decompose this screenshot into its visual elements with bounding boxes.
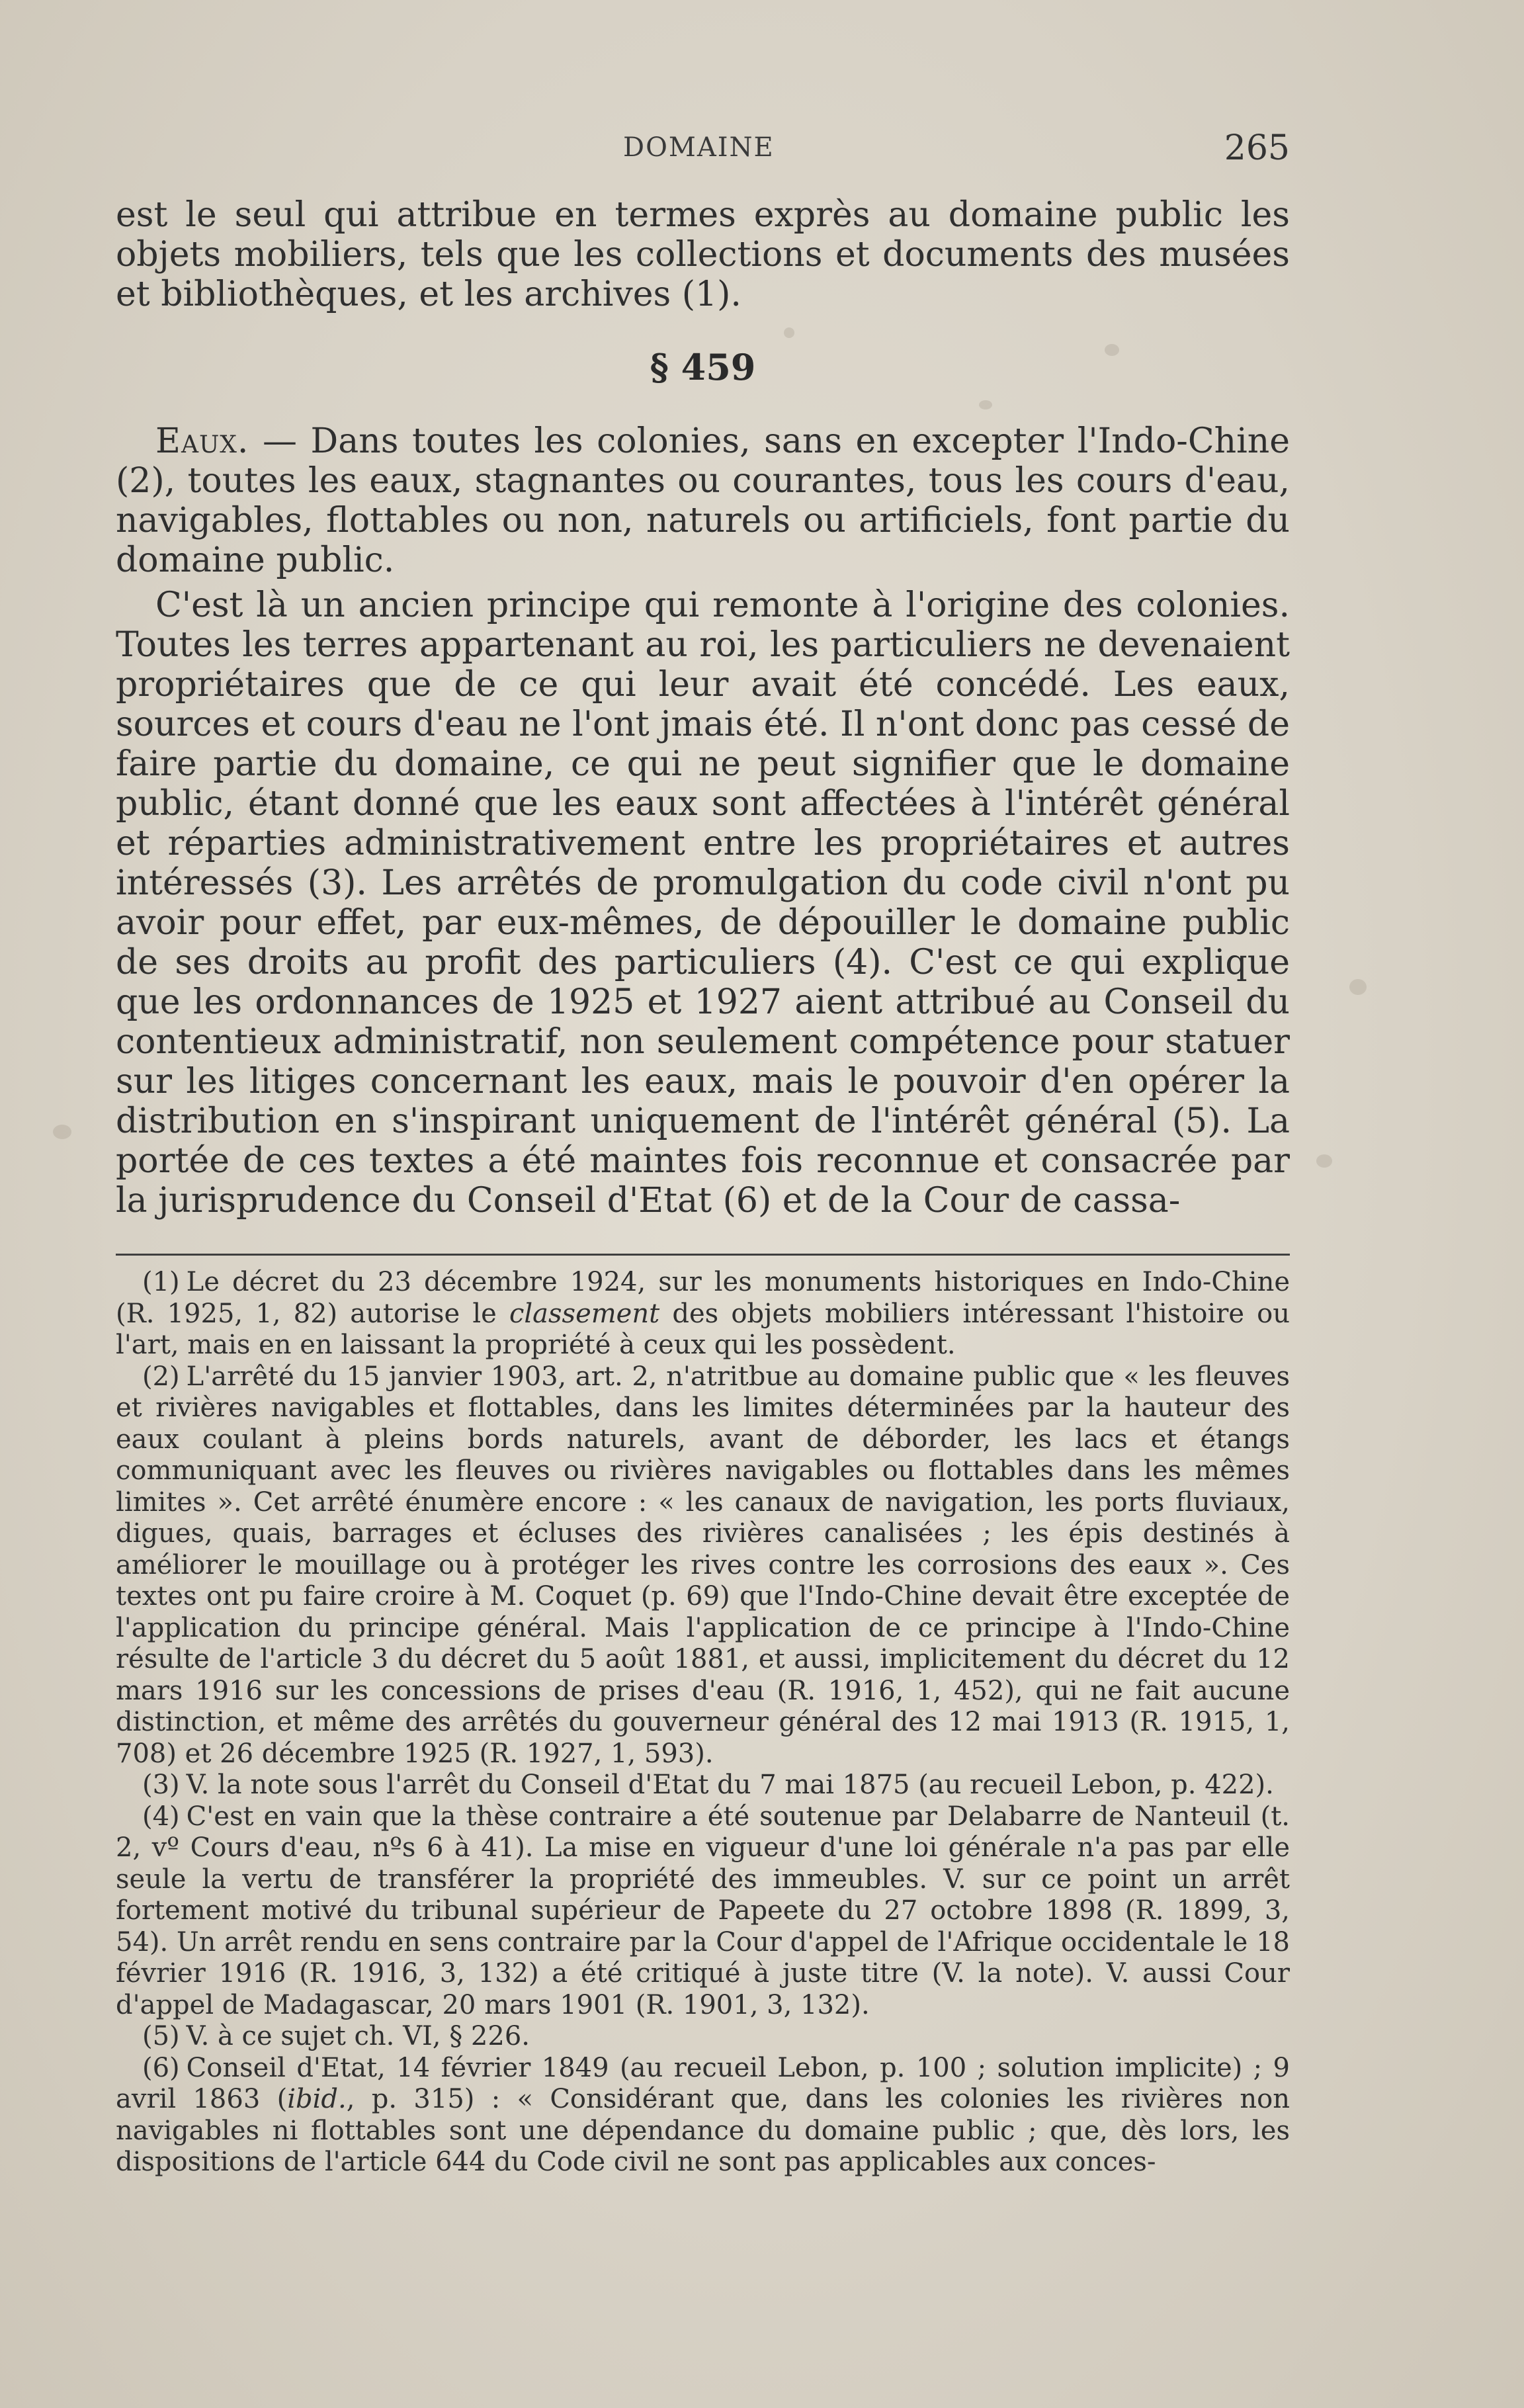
footnote-text-end: des objets mobiliers intéressant l'histoire ou l'art, mais en en laissant la propriété à ceux qui les possèdent. bbox=[116, 1298, 1291, 1360]
running-head: DOMAINE bbox=[623, 132, 775, 163]
footnote-number: (3) bbox=[142, 1770, 180, 1800]
footnote-6 bbox=[116, 2053, 1290, 2178]
footnote-italic: ibid. bbox=[287, 2084, 347, 2114]
paper-spot bbox=[1349, 979, 1367, 995]
paper-spot bbox=[1316, 1154, 1332, 1168]
paragraph-principe: C'est là un ancien principe qui remonte à l'origine des colonies. Toutes les terres appartenant au roi, les particuliers ne devenaient propriétaires que de ce qui leur avait été concédé. Les eaux, sources et cours d'eau ne l'ont jmais été. Il n'ont donc pas cessé de faire partie du domaine, ce qui ne peut signifier que le domaine public, étant donné que les eaux sont affectées à l'intérêt général et réparties administrativement entre les propriétaires et autres intéressés (3). Les arrêtés de promulgation du code civil n'ont pu avoir pour effet, par eux-mêmes, de dépouiller le domaine public de ses droits au profit des particuliers (4). C'est ce qui explique que les ordonnances de 1925 et 1927 aient attribué au Conseil du contentieux administratif, non seulement compétence pour statuer sur les litiges concernant les eaux, mais le pouvoir d'en opérer la distribution en s'inspirant uniquement de l'intérêt général (5). La portée de ces textes a été maintes fois reconnue et consacrée par la jurisprudence du Conseil d'Etat (6) et de la Cour de cassa- bbox=[116, 585, 1290, 1221]
footnote-text: L'arrêté du 15 janvier 1903, art. 2, n'atritbue au domaine public que « les fleuves et rivières navigables et flottables, dans les limites déterminées par la hauteur des eaux coulant à pleins bords naturels, avant de déborder, les lacs et étangs communiquant avec les fleuves ou rivières navigables ou flottables dans les mêmes limites ». Cet arrêté énumère encore : « les canaux de navigation, les ports fluviaux, digues, quais, barrages et écluses des rivières canalisées ; les épis destinés à améliorer le mouillage ou à protéger les rives contre les corrosions des eaux ». Ces textes ont pu faire croire à M. Coquet (p. 69) que l'Indo-Chine devait être exceptée de l'application du principe général. Mais l'application de ce principe à l'Indo-Chine résulte de l'article 3 du décret du 5 août 1881, et aussi, implicitement du décret du 12 mars 1916 sur les concessions de prises d'eau (R. 1916, 1, 452), qui ne fait aucune distinction, et même des arrêtés du gouverneur général des 12 mai 1913 (R. 1915, 1, 708) et 26 décembre 1925 (R. 1927, 1, 593). bbox=[116, 1361, 1290, 1769]
footnote-text-end: , p. 315) : « Considérant que, dans les colonies les rivières non navigables ni flottables sont une dépendance du domaine public ; que, dès lors, les dispositions de l'article 644 du Code civil ne sont pas applicables aux conces- bbox=[116, 2084, 1290, 2177]
footnote-number: (4) bbox=[142, 1801, 180, 1832]
main-text bbox=[116, 195, 1290, 1221]
paper-spot bbox=[53, 1125, 71, 1139]
footnote-text: C'est en vain que la thèse contraire a été soutenue par Delabarre de Nanteuil (t. 2, vº Cours d'eau, nºs 6 à 41). La mise en vigueur d'une loi générale n'a pas par elle seule la vertu de transférer la propriété des immeubles. V. sur ce point un arrêt fortement motivé du tribunal supérieur de Papeete du 27 octobre 1898 (R. 1899, 3, 54). Un arrêt rendu en sens contraire par la Cour d'appel de l'Afrique occidentale le 18 février 1916 (R. 1916, 3, 132) a été critiqué à juste titre (V. la note). V. aussi Cour d'appel de Madagascar, 20 mars 1901 (R. 1901, 3, 132). bbox=[116, 1801, 1290, 2020]
footnote-text: V. à ce sujet ch. VI, § 226. bbox=[186, 2021, 530, 2051]
footnote-2 bbox=[116, 1361, 1290, 1770]
footnote-text: V. la note sous l'arrêt du Conseil d'Etat du 7 mai 1875 (au recueil Lebon, p. 422). bbox=[186, 1770, 1274, 1800]
footnote-5 bbox=[116, 2021, 1290, 2053]
footnotes bbox=[116, 1267, 1290, 2178]
footnote-4 bbox=[116, 1801, 1290, 2022]
footnote-text: Conseil d'Etat, 14 février 1849 (au recueil Lebon, p. 100 ; solution implicite) ; 9 avril 1863 ( bbox=[116, 2052, 1290, 2114]
paragraph-eaux bbox=[116, 421, 1290, 580]
footnote-3 bbox=[116, 1770, 1290, 1801]
footnote-1 bbox=[116, 1267, 1290, 1361]
footnote-number: (2) bbox=[142, 1361, 180, 1392]
page-header bbox=[116, 128, 1290, 172]
footnote-number: (6) bbox=[142, 2052, 180, 2083]
footnote-text: Le décret du 23 décembre 1924, sur les monuments historiques en Indo-Chine (R. 1925, 1, 82) autorise le bbox=[116, 1267, 1290, 1329]
section-heading: § 459 bbox=[650, 346, 756, 388]
intro-paragraph: est le seul qui attribue en termes exprès au domaine public les objets mobiliers, tels que les collections et documents des musées et bibliothèques, et les archives (1). bbox=[116, 195, 1290, 314]
page-number: 265 bbox=[1224, 128, 1290, 168]
paragraph-title: Eaux. bbox=[155, 421, 249, 461]
footnote-italic: classement bbox=[509, 1298, 660, 1329]
footnote-divider bbox=[116, 1254, 1290, 1256]
footnote-number: (1) bbox=[142, 1267, 180, 1297]
paragraph-text: — Dans toutes les colonies, sans en excepter l'Indo-Chine (2), toutes les eaux, stagnantes ou courantes, tous les cours d'eau, navigables, flottables ou non, naturels ou artificiels, font partie du domaine public. bbox=[116, 421, 1290, 580]
footnote-number: (5) bbox=[142, 2021, 180, 2051]
